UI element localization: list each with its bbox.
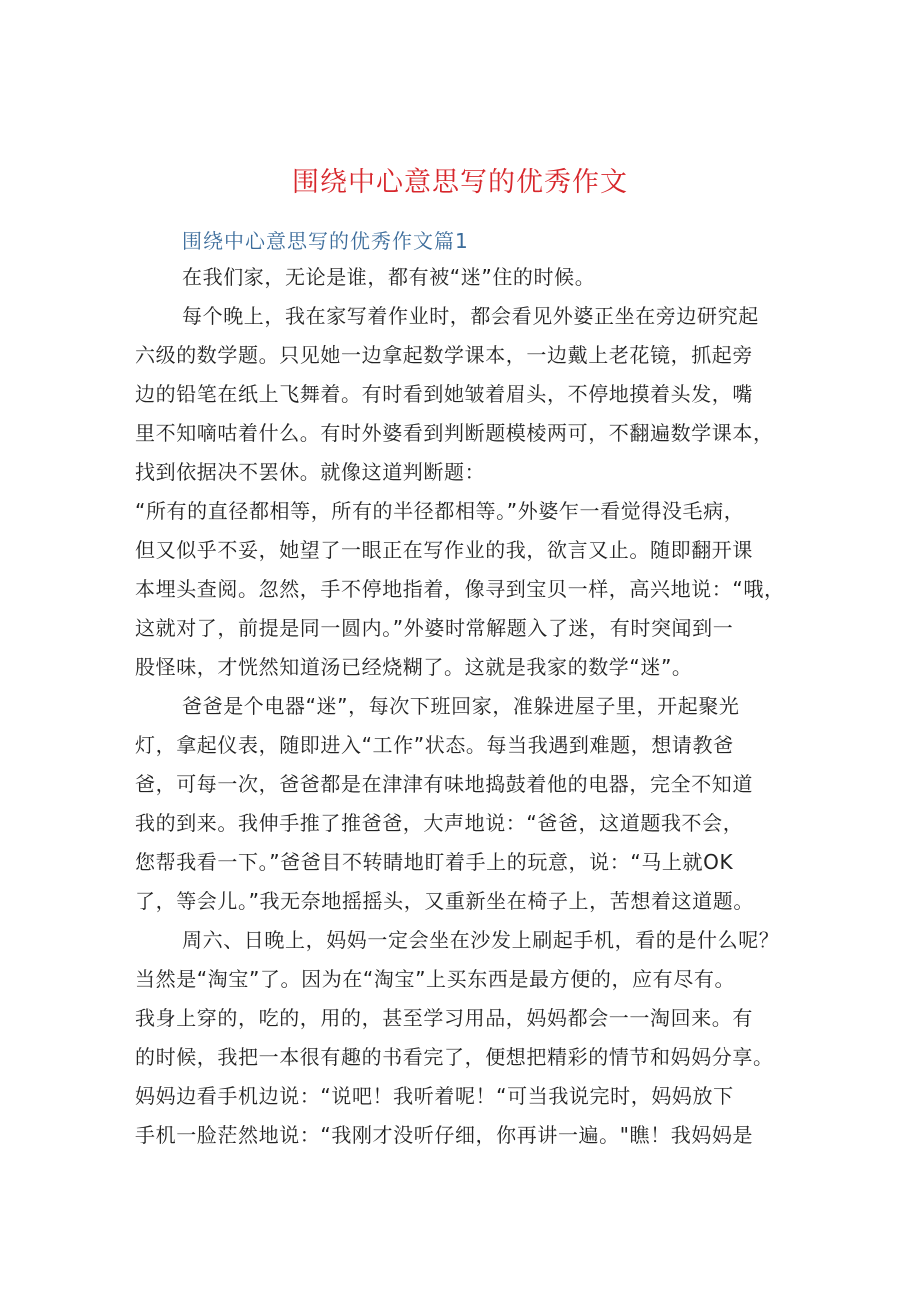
text-line: 爸爸是个电器“迷”，每次下班回家，准躲进屋子里，开起聚光: [182, 694, 740, 718]
text-line: “所有的直径都相等，所有的半径都相等。”外婆乍一看觉得没毛病，: [135, 499, 745, 523]
text-line: 当然是“淘宝”了。因为在“淘宝”上买东西是最方便的，应有尽有。: [135, 967, 736, 991]
text-line: 在我们家，无论是谁，都有被“迷”住的时候。: [182, 265, 596, 289]
text-line: 您帮我看一下。”爸爸目不转睛地盯着手上的玩意，说：“马上就OK: [135, 850, 734, 874]
text-line: 我的到来。我伸手推了推爸爸，大声地说：“爸爸，这道题我不会，: [135, 811, 744, 835]
text-line: 这就对了，前提是同一圆内。”外婆时常解题入了迷，有时突闻到一: [135, 616, 734, 640]
essay-body: [135, 258, 795, 1155]
text-line: 的时候，我把一本很有趣的书看完了，便想把精彩的情节和妈妈分享。: [135, 1045, 774, 1069]
text-line: 了，等会儿。”我无奈地摇摇头，又重新坐在椅子上，苦想着这道题。: [135, 889, 754, 913]
text-line: 股怪味，才恍然知道汤已经烧糊了。这就是我家的数学“迷”。: [135, 655, 693, 679]
text-line: 边的铅笔在纸上飞舞着。有时看到她皱着眉头，不停地摸着头发，嘴: [135, 382, 753, 406]
text-line: 找到依据决不罢休。就像这道判断题：: [135, 460, 486, 484]
text-line: 灯，拿起仪表，随即进入“工作”状态。每当我遇到难题，想请教爸: [135, 733, 734, 757]
text-line: 里不知嘀咕着什么。有时外婆看到判断题模棱两可，不翻遍数学课本，: [135, 421, 774, 445]
text-line: 但又似乎不妥，她望了一眼正在写作业的我，欲言又止。随即翻开课: [135, 538, 753, 562]
text-line: 我身上穿的，吃的，用的，甚至学习用品，妈妈都会一一淘回来。有: [135, 1006, 753, 1030]
document-title: 围绕中心意思写的优秀作文: [292, 167, 628, 198]
text-line: 每个晚上，我在家写着作业时，都会看见外婆正坐在旁边研究起: [182, 304, 759, 328]
text-line: 本埋头查阅。忽然，手不停地指着，像寻到宝贝一样，高兴地说：“哦，: [135, 577, 785, 601]
essay-subtitle: 围绕中心意思写的优秀作文篇1: [182, 229, 469, 253]
text-line: 爸，可每一次，爸爸都是在津津有味地捣鼓着他的电器，完全不知道: [135, 772, 753, 796]
text-line: 妈妈边看手机边说：“说吧！我听着呢！“可当我说完时，妈妈放下: [135, 1084, 734, 1108]
text-line: 周六、日晚上，妈妈一定会坐在沙发上刷起手机，看的是什么呢？: [182, 928, 780, 952]
text-line: 六级的数学题。只见她一边拿起数学课本，一边戴上老花镜，抓起旁: [135, 343, 753, 367]
text-line: 手机一脸茫然地说：“我刚才没听仔细，你再讲一遍。"瞧！我妈妈是: [135, 1123, 754, 1147]
